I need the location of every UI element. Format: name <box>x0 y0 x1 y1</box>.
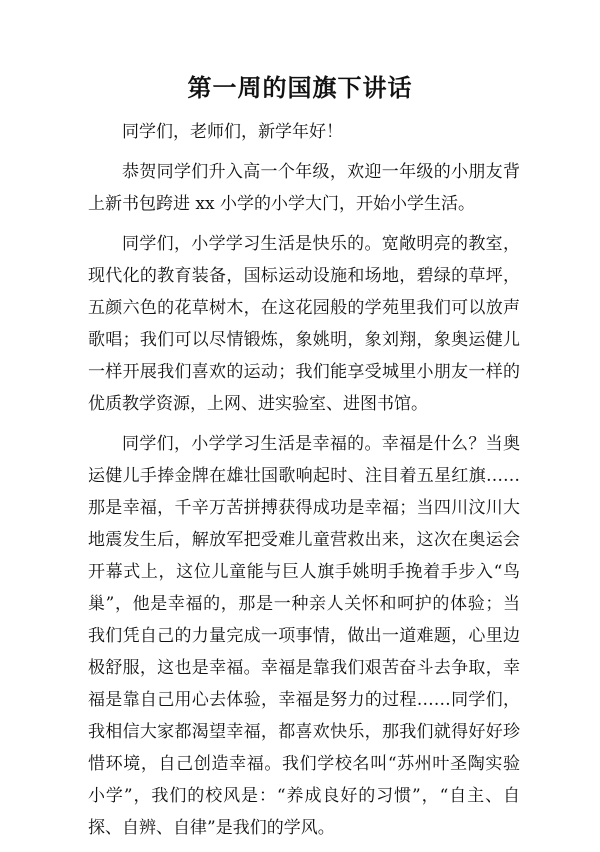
page-title: 第一周的国旗下讲话 <box>187 73 413 102</box>
paragraph-greeting: 同学们，老师们，新学年好！ <box>122 122 343 142</box>
paragraph-happy-life: 同学们，小学学习生活是快乐的。宽敞明亮的教室，现代化的教育装备，国标运动设施和场地，碧绿的草坪，五颜六色的花草树木，在这花园般的学苑里我们可以放声歌唱；我们可以尽情锻炼，象姚明，象刘翔，象奥运健儿一样开展我们喜欢的运动；我们能享受城里小朋友一样的优质教学资源，上网、进实验室、进图书馆。 <box>88 234 520 414</box>
paragraph-happiness: 同学们，小学学习生活是幸福的。幸福是什么？当奥运健儿手捧金牌在雄壮国歌响起时、注目着五星红旗……那是幸福，千辛万苦拼搏获得成功是幸福；当四川汶川大地震发生后，解放军把受难儿童营救出来，这次在奥运会开幕式上，这位儿童能与巨人旗手姚明手挽着手步入“鸟巢”，他是幸福的，那是一种亲人关怀和呵护的体验；当我们凭自己的力量完成一项事情，做出一道难题，心里边极舒服，这也是幸福。幸福是靠我们艰苦奋斗去争取，幸福是靠自己用心去体验，幸福是努力的过程……同学们，我相信大家都渴望幸福，都喜欢快乐，那我们就得好好珍惜环境，自己创造幸福。我们学校名叫“苏州叶圣陶实验小学”，我们的校风是：“养成良好的习惯”，“自主、自探、自辨、自律”是我们的学风。 <box>88 434 520 838</box>
document-body <box>88 116 520 852</box>
paragraph-welcome: 恭贺同学们升入高一个年级，欢迎一年级的小朋友背上新书包跨进 xx 小学的小学大门，开始小学生活。 <box>88 162 520 214</box>
